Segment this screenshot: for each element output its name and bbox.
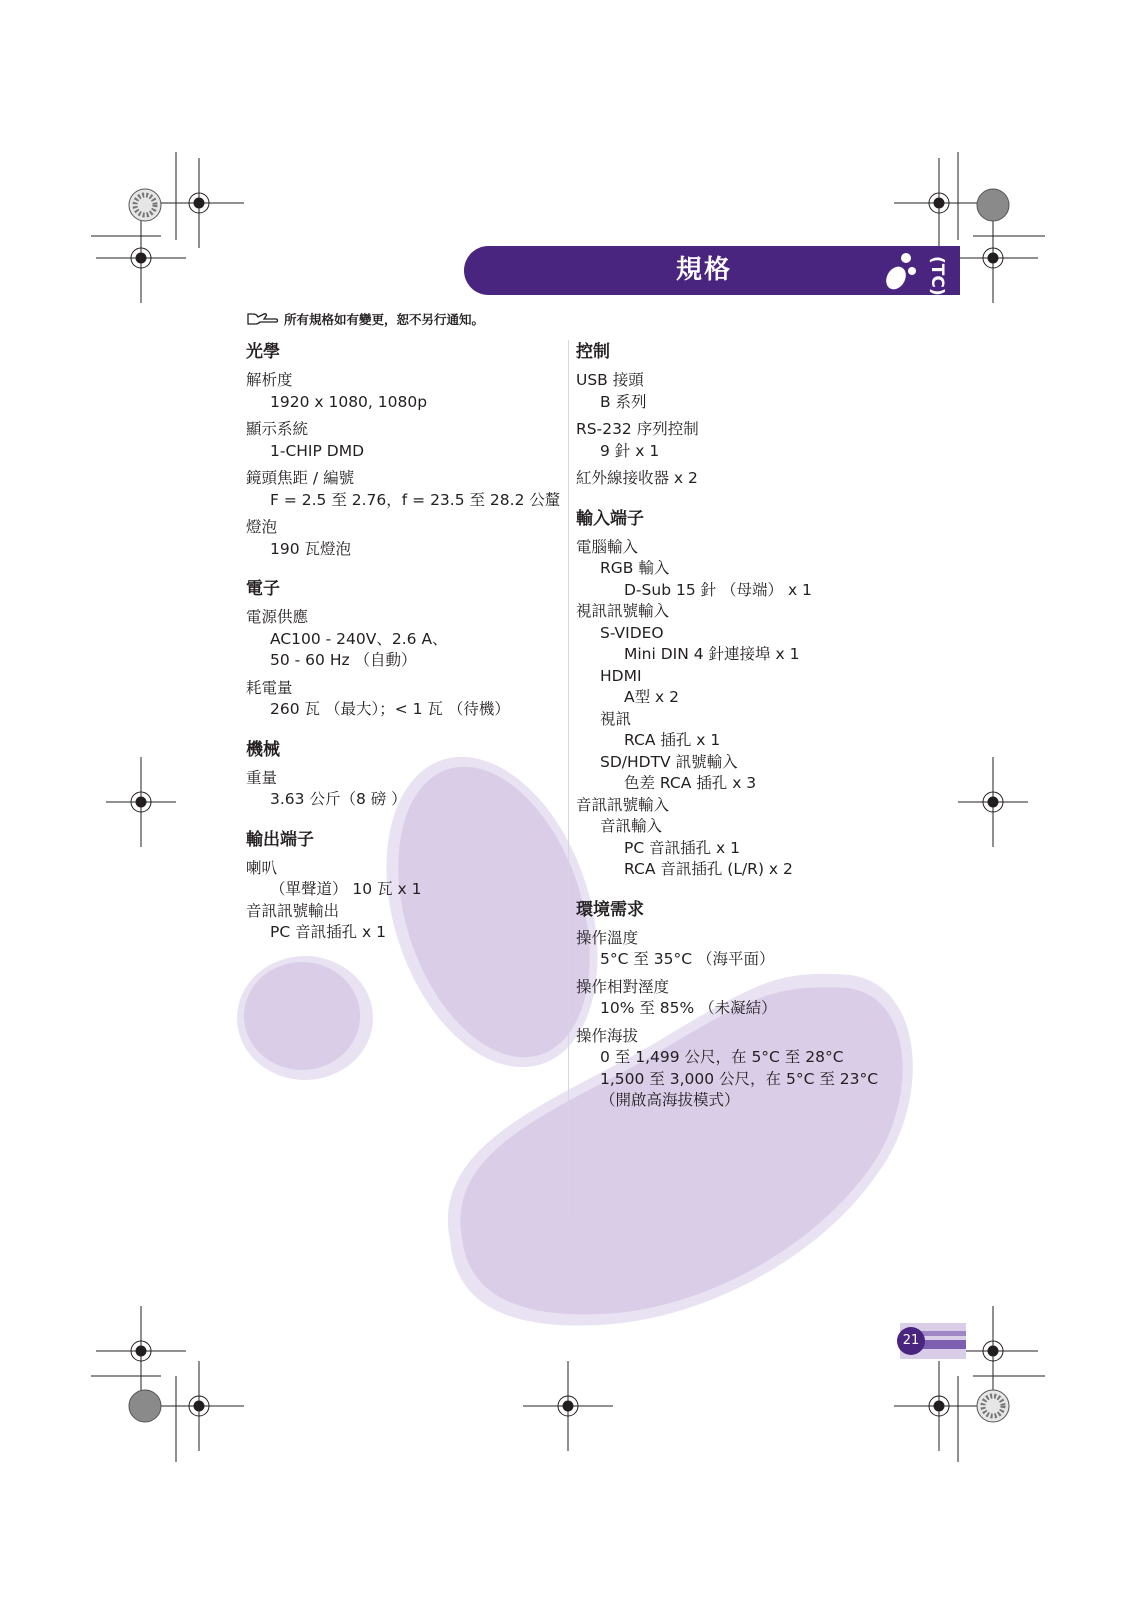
section-title: 輸出端子 [246,829,314,850]
spec-label: 顯示系統 [246,420,309,438]
spec-value: 260 瓦 （最大）；< 1 瓦 （待機） [270,700,510,718]
spec-value: F = 2.5 至 2.76，f = 23.5 至 28.2 公釐 [270,490,561,509]
spec-sublabel: 音訊輸入 [600,817,663,835]
spec-value: RCA 音訊插孔 (L/R) x 2 [624,860,793,878]
language-tag: (TC) [927,256,947,296]
spec-value: 1-CHIP DMD [270,441,365,460]
section-title: 控制 [576,342,610,362]
spec-label: 燈泡 [246,518,278,536]
section-electrical [246,577,576,721]
spec-value: RCA 插孔 x 1 [624,731,721,749]
spec-label: 喇叭 [246,858,278,877]
spec-label: 電腦輸入 [576,537,639,556]
spec-label: 耗電量 [246,678,293,697]
spec-label: RS-232 序列控制 [576,420,699,438]
spec-label: 電源供應 [246,608,309,626]
spec-label: 操作海拔 [576,1026,639,1045]
spec-label: 音訊訊號輸出 [246,901,340,920]
spec-value: 1920 x 1080, 1080p [270,392,428,411]
section-optics [246,340,576,560]
spec-label: 重量 [246,768,278,787]
page-title: 規格 [676,255,733,285]
spec-label: 解析度 [246,371,293,389]
spec-value: 5°C 至 35°C （海平面） [600,950,775,968]
spec-value: Mini DIN 4 針連接埠 x 1 [624,645,800,663]
spec-value: （開啟高海拔模式） [600,1091,740,1109]
spec-value: 9 針 x 1 [600,441,660,460]
section-input-terminals [576,507,926,881]
page-number: 21 [897,1327,925,1355]
benq-dots-icon [880,250,920,292]
section-output-terminals [246,828,576,944]
spec-sublabel: RGB 輸入 [600,559,670,577]
spec-value: 10% 至 85% （未凝結） [600,999,777,1017]
spec-label: 紅外線接收器 x 2 [576,469,698,487]
spec-label: 操作相對溼度 [576,977,670,996]
spec-value: 3.63 公斤（8 磅 ） [270,790,407,808]
spec-label: 操作溫度 [576,928,639,947]
spec-value: 190 瓦燈泡 [270,539,352,558]
spec-value: D-Sub 15 針 （母端） x 1 [624,580,812,599]
spec-change-note [246,310,484,328]
spec-value: A型 x 2 [624,688,679,706]
spec-value: PC 音訊插孔 x 1 [624,838,740,857]
note-text: 所有規格如有變更，恕不另行通知。 [284,312,485,327]
section-title: 機械 [246,739,280,760]
spec-value: 1,500 至 3,000 公尺，在 5°C 至 23°C [600,1069,879,1088]
spec-value: 0 至 1,499 公尺，在 5°C 至 28°C [600,1048,844,1066]
spec-label: 音訊訊號輸入 [576,795,670,814]
section-title: 輸入端子 [576,508,644,529]
section-title: 環境需求 [576,899,644,920]
spec-label: 鏡頭焦距 / 編號 [246,469,355,487]
specs-left-column [246,340,576,961]
spec-sublabel: SD/HDTV 訊號輸入 [600,752,738,771]
section-control [576,340,926,490]
section-title: 電子 [246,579,280,599]
section-mechanical [246,738,576,811]
spec-label: 視訊訊號輸入 [576,602,670,620]
spec-value: AC100 - 240V、2.6 A、 [270,629,448,648]
section-title: 光學 [246,342,280,362]
spec-sublabel: 視訊 [600,709,632,728]
section-environment [576,898,926,1112]
spec-value: 色差 RCA 插孔 x 3 [624,774,757,792]
specs-right-column [576,340,926,1129]
spec-value: B 系列 [600,392,647,411]
spec-value: 50 - 60 Hz （自動） [270,651,417,669]
spec-value: PC 音訊插孔 x 1 [270,923,386,941]
spec-value: （單聲道） 10 瓦 x 1 [270,880,422,898]
spec-sublabel: S-VIDEO [600,623,664,642]
pointing-hand-icon [246,311,280,327]
spec-sublabel: HDMI [600,666,642,685]
spec-label: USB 接頭 [576,371,644,389]
